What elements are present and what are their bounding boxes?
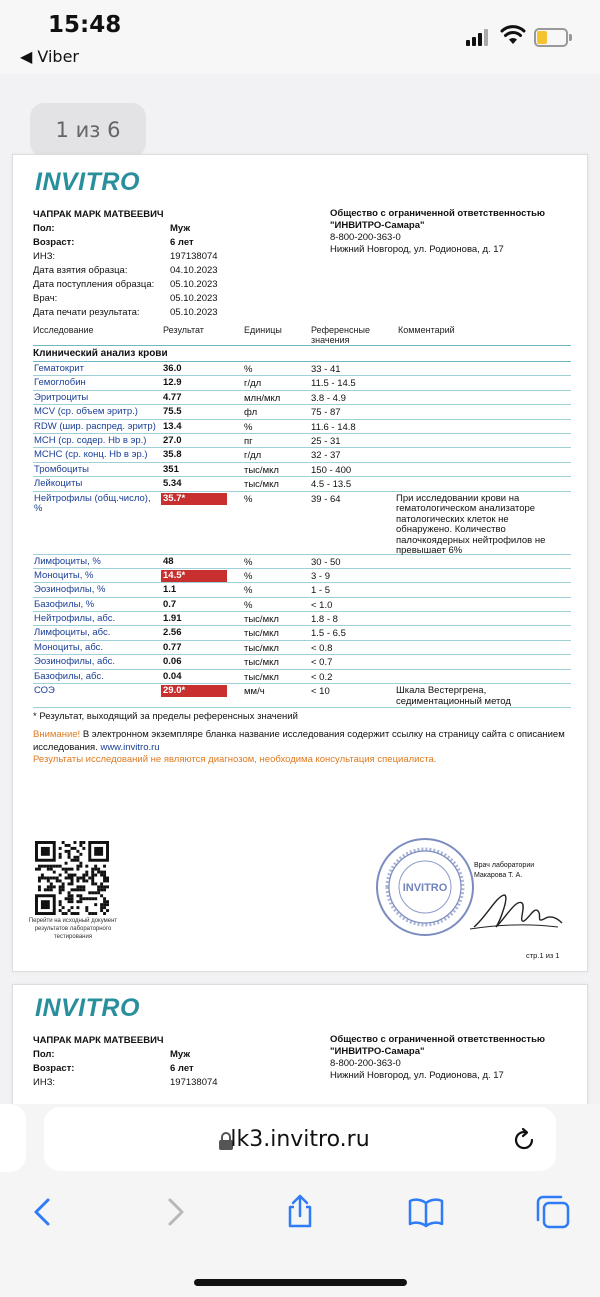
- org-phone: 8-800-200-363-0: [330, 232, 401, 243]
- svg-text:INVITRO: INVITRO: [402, 882, 448, 894]
- units: %: [244, 570, 253, 582]
- tabs-icon[interactable]: [535, 1194, 571, 1230]
- units: %: [244, 364, 253, 375]
- table-row: [33, 405, 571, 419]
- doctor-signature-block: Врач лаборатории Макарова Т. А.: [474, 862, 535, 879]
- reference-range: 1.5 - 6.5: [311, 628, 346, 640]
- test-name-link[interactable]: Эозинофилы, абс.: [34, 656, 115, 668]
- disclaimer: Результаты исследований не являются диагнозом, необходима консультация специалиста.: [33, 754, 437, 765]
- invitro-logo: INVITRO: [35, 168, 140, 196]
- units: мм/ч: [244, 686, 265, 698]
- table-row: [33, 376, 571, 390]
- reference-range: 75 - 87: [311, 407, 341, 419]
- url-text[interactable]: lk3.invitro.ru: [230, 1127, 370, 1152]
- result-value: 0.04: [163, 670, 182, 682]
- result-value: 48: [163, 555, 174, 567]
- page-number: стр.1 из 1: [526, 951, 560, 960]
- result-value: 0.7: [163, 598, 177, 610]
- units: тыс/мкл: [244, 642, 279, 654]
- table-row: [33, 434, 571, 448]
- cellular-signal-icon: [466, 28, 492, 46]
- table-row: [33, 362, 571, 376]
- table-row: [33, 555, 571, 569]
- result-value: 4.77: [163, 391, 182, 403]
- reference-range: < 0.7: [311, 657, 333, 669]
- print-date: 05.10.2023: [170, 307, 218, 318]
- result-value-flagged: 35.7*: [161, 493, 227, 505]
- test-name-link[interactable]: Моноциты, абс.: [34, 641, 104, 653]
- units: %: [244, 585, 253, 597]
- reference-range: 11.5 - 14.5: [311, 378, 356, 390]
- units: фл: [244, 407, 258, 419]
- test-name-link[interactable]: MCHC (ср. конц. Hb в эр.): [34, 449, 148, 461]
- reference-range: 30 - 50: [311, 556, 341, 568]
- lab-report-page: INVITRO ЧАПРАК МАРК МАТВЕЕВИЧ Пол: Муж Возраст: 6 лет ИНЗ: 197138074 Дата взятия образца: 04.10.2023 Дата поступления образца: 05.10.2023 Врач: 05.10.2023 Дата печати результата: 05.10.2023 Общество с ограниченной ответственностью "ИНВИТРО-Самара" 8-800-200-363-0 Нижний Новгород, ул. Родионова, д. 17 Исследование Результат Единицы Референсные значения Комментарий Клинический анализ крови Гематокрит 36.0 % 33 - 41 Гемоглобин 12.9 г/дл 11.5 - 14.5 Эритроциты 4.77 млн/мкл 3.8 - 4.9 MCV (ср. объем эритр.) 75.5 фл 75 - 87 RDW (шир. распред. эритр) 13.4 % 11.6 - 14.8 MCH (ср. содер. Hb в эр.) 27.0 пг 25 - 31 MCHC (ср. конц. Hb в эр.) 35.8 г/дл 32 - 37 Тромбоциты 351 тыс/мкл 150 - 400 Лейкоциты 5.34 тыс/мкл 4.5 - 13.5 Нейтрофилы (общ.число), % 35.7* % 39 - 64 При исследовании крови на гематологическом анализаторе патологических клеток не обнаружено. Количество палочкоядерных нейтрофилов не превышает 6% Лимфоциты, % 48 % 30 - 50 Моноциты, % 14.5* % 3 - 9 Эозинофилы, % 1.1 % 1 - 5 Базофилы, % 0.7 % < 1.0 Нейтрофилы, абс. 1.91 тыс/мкл 1.8 - 8 Лимфоциты, абс. 2.56 тыс/мкл 1.5 - 6.5 Моноциты, абс. 0.77 тыс/мкл < 0.8 Эозинофилы, абс. 0.06 тыс/мкл < 0.7 Базофилы, абс. 0.04 тыс/мкл < 0.2 СОЭ 29.0* мм/ч < 10 Шкала Вестергрена, седиментационный метод * Результат, выходящий за пределы референсных значений Внимание! В электронном экземпляре бланка название исследования содержит ссылку на страницу сайта с описанием исследования. www.invitro.ru Результаты исследований не являются диагнозом, необходима консультация специалиста. Перейти на исходный документ результатов лабораторного тестирования INVITRO Врач лаборатории Макарова Т. А. стр.1 из 1: [12, 154, 588, 972]
- result-value: 0.06: [163, 656, 182, 668]
- result-value: 1.91: [163, 613, 182, 625]
- test-name-link[interactable]: Базофилы, %: [34, 598, 95, 610]
- test-name-link[interactable]: RDW (шир. распред. эритр): [34, 420, 156, 432]
- reference-range: 4.5 - 13.5: [311, 479, 352, 491]
- result-value: 13.4: [163, 420, 182, 432]
- result-value-flagged: 14.5*: [161, 570, 227, 582]
- section-title: Клинический анализ крови: [33, 348, 168, 359]
- result-value-flagged: 29.0*: [161, 685, 227, 697]
- wifi-icon: [500, 24, 526, 46]
- reference-range: < 0.8: [311, 642, 333, 654]
- warning-note: Внимание! В электронном экземпляре бланка название исследования содержит ссылку на страницу сайта с описанием исследования. www.invitro.ru: [33, 729, 565, 753]
- previous-tab-card[interactable]: [0, 1104, 26, 1172]
- units: тыс/мкл: [244, 464, 279, 476]
- table-row: [33, 569, 571, 583]
- reference-range: < 1.0: [311, 599, 333, 611]
- comment: Шкала Вестергрена, седиментационный метод: [396, 685, 511, 707]
- test-name-link[interactable]: Тромбоциты: [34, 463, 89, 475]
- org-address: Нижний Новгород, ул. Родионова, д. 17: [330, 244, 504, 255]
- table-row: [33, 391, 571, 405]
- test-name-link[interactable]: Нейтрофилы (общ.число), %: [34, 492, 151, 515]
- test-name-link[interactable]: Эритроциты: [34, 391, 89, 403]
- reference-range: 32 - 37: [311, 450, 341, 462]
- qr-caption: Перейти на исходный документ результатов лабораторного тестирования: [28, 918, 118, 940]
- test-name-link[interactable]: Лимфоциты, абс.: [34, 627, 111, 639]
- home-indicator[interactable]: [194, 1279, 407, 1286]
- reference-range: 3.8 - 4.9: [311, 392, 346, 404]
- table-row: [33, 598, 571, 612]
- units: тыс/мкл: [244, 614, 279, 626]
- result-value: 35.8: [163, 449, 182, 461]
- units: %: [244, 493, 253, 505]
- test-name-link[interactable]: СОЭ: [34, 685, 55, 697]
- patient-age: 6 лет: [170, 237, 194, 248]
- reference-range: 150 - 400: [311, 464, 352, 476]
- page-counter: 1 из 6: [30, 103, 146, 157]
- reference-range: 11.6 - 14.8: [311, 421, 356, 433]
- reference-range: 25 - 31: [311, 435, 341, 447]
- result-value: 75.5: [163, 406, 182, 418]
- reference-range: 1.8 - 8: [311, 614, 338, 626]
- test-name-link[interactable]: MCV (ср. объем эритр.): [34, 406, 138, 418]
- test-name-link[interactable]: Эозинофилы, %: [34, 584, 106, 596]
- table-row: [33, 477, 571, 491]
- patient-sex: Муж: [170, 223, 191, 234]
- reference-range: < 0.2: [311, 671, 333, 683]
- test-name-link[interactable]: Лейкоциты: [34, 478, 83, 490]
- test-name-link[interactable]: Моноциты, %: [34, 569, 94, 581]
- address-bar[interactable]: [44, 1107, 556, 1171]
- units: %: [244, 421, 253, 433]
- units: тыс/мкл: [244, 657, 279, 669]
- table-row: [33, 583, 571, 597]
- share-icon[interactable]: [282, 1194, 318, 1230]
- patient-name: ЧАПРАК МАРК МАТВЕЕВИЧ: [33, 209, 164, 220]
- doctor-field: 05.10.2023: [170, 293, 218, 304]
- result-value: 351: [163, 463, 179, 475]
- comment: При исследовании крови на гематологическом анализаторе патологических клеток не обнаружено. Количество палочкоядерных нейтрофилов не превышает 6%: [396, 492, 546, 557]
- reference-range: 3 - 9: [311, 570, 331, 582]
- units: г/дл: [244, 378, 262, 390]
- units: %: [244, 556, 253, 568]
- clock: 15:48: [48, 12, 122, 38]
- table-row: [33, 641, 571, 655]
- test-name-link[interactable]: Гемоглобин: [34, 377, 86, 389]
- result-value: 36.0: [163, 363, 182, 374]
- table-row: [33, 655, 571, 669]
- battery-icon: [534, 28, 572, 47]
- reference-range: 33 - 41: [311, 364, 341, 375]
- footnote: * Результат, выходящий за пределы референсных значений: [33, 711, 298, 722]
- test-name-link[interactable]: Базофилы, абс.: [34, 670, 104, 682]
- bookmarks-icon[interactable]: [408, 1194, 444, 1230]
- browser-toolbar: [0, 1104, 600, 1297]
- table-row: [33, 463, 571, 477]
- back-icon[interactable]: [26, 1194, 62, 1230]
- units: тыс/мкл: [244, 479, 279, 491]
- test-name-link[interactable]: Гематокрит: [34, 363, 85, 374]
- units: г/дл: [244, 450, 262, 462]
- lab-report-page-2: INVITRO ЧАПРАК МАРК МАТВЕЕВИЧ Пол: Муж Возраст: 6 лет ИНЗ: 197138074 Общество с ограниченной ответственностью "ИНВИТРО-Самара" 8-800-200-363-0 Нижний Новгород, ул. Родионова, д. 17: [12, 984, 588, 1144]
- units: млн/мкл: [244, 392, 281, 404]
- reference-range: < 10: [311, 686, 330, 698]
- table-row: [33, 448, 571, 462]
- result-value: 1.1: [163, 584, 177, 596]
- invitro-link[interactable]: www.invitro.ru: [100, 741, 160, 753]
- sample-taken-date: 04.10.2023: [170, 265, 218, 276]
- reference-range: 39 - 64: [311, 493, 341, 505]
- units: тыс/мкл: [244, 628, 279, 640]
- table-row: [33, 626, 571, 640]
- result-value: 27.0: [163, 434, 182, 446]
- table-row: [33, 684, 571, 708]
- results-table: [33, 362, 571, 708]
- test-name-link[interactable]: Нейтрофилы, абс.: [34, 613, 116, 625]
- signature: [466, 877, 566, 937]
- reference-range: 1 - 5: [311, 585, 331, 597]
- table-row: [33, 492, 571, 555]
- qr-code[interactable]: [35, 841, 109, 915]
- reload-icon[interactable]: [511, 1127, 537, 1153]
- organization-info: Общество с ограниченной ответственностью "ИНВИТРО-Самара" 8-800-200-363-0 Нижний Новгород, ул. Родионова, д. 17: [330, 208, 580, 256]
- status-bar: [0, 0, 600, 74]
- forward-icon[interactable]: [156, 1194, 192, 1230]
- table-row: [33, 670, 571, 684]
- result-value: 12.9: [163, 377, 182, 389]
- units: %: [244, 599, 253, 611]
- result-value: 0.77: [163, 641, 182, 653]
- result-value: 5.34: [163, 478, 182, 490]
- sample-received-date: 05.10.2023: [170, 279, 218, 290]
- test-name-link[interactable]: MCH (ср. содер. Hb в эр.): [34, 434, 147, 446]
- invitro-logo: INVITRO: [35, 994, 140, 1022]
- units: пг: [244, 435, 253, 447]
- lab-stamp: [373, 835, 477, 939]
- organization-info: Общество с ограниченной ответственностью "ИНВИТРО-Самара" 8-800-200-363-0 Нижний Новгород, ул. Родионова, д. 17: [330, 1034, 546, 1081]
- table-row: [33, 612, 571, 626]
- result-value: 2.56: [163, 627, 182, 639]
- back-to-app-link[interactable]: ◀ Viber: [20, 47, 80, 66]
- test-name-link[interactable]: Лимфоциты, %: [34, 555, 101, 567]
- divider: [33, 345, 571, 346]
- units: тыс/мкл: [244, 671, 279, 683]
- table-row: [33, 420, 571, 434]
- patient-inz: 197138074: [170, 251, 218, 262]
